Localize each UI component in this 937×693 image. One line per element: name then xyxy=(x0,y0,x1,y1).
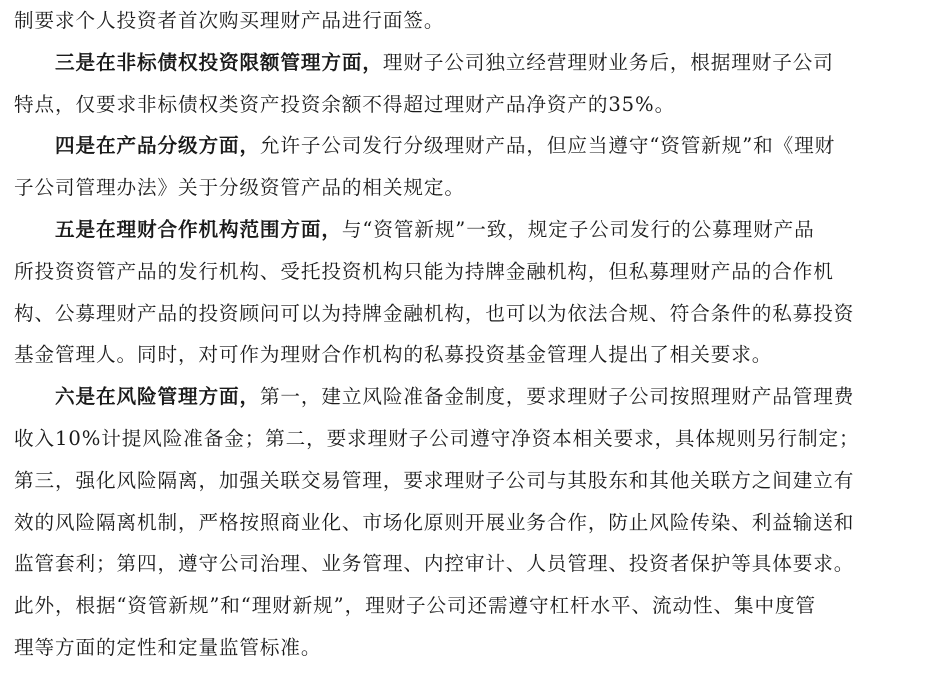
text-line: 第三，强化风险隔离，加强关联交易管理，要求理财子公司与其股东和其他关联方之间建立有 xyxy=(14,468,855,492)
paragraph-heading: 四是在产品分级方面， xyxy=(55,134,260,158)
text-line: 基金管理人。同时，对可作为理财合作机构的私募投资基金管理人提出了相关要求。 xyxy=(14,343,773,367)
paragraph-nonstandard-debt-limit xyxy=(14,42,924,126)
text-line: 效的风险隔离机制，严格按照商业化、市场化原则开展业务合作，防止风险传染、利益输送和 xyxy=(14,510,855,534)
text-line: 此外，根据“资管新规”和“理财新规”，理财子公司还需遵守杠杆水平、流动性、集中度管 xyxy=(14,594,816,618)
text-line: 五是在理财合作机构范围方面，与“资管新规”一致，规定子公司发行的公募理财产品 xyxy=(55,217,815,241)
text-line: 子公司管理办法》关于分级资管产品的相关规定。 xyxy=(14,176,465,200)
paragraph-product-tiering xyxy=(14,125,924,209)
document-body xyxy=(14,0,924,669)
text-line: 构、公募理财产品的投资顾问可以为持牌金融机构，也可以为依法合规、符合条件的私募投资 xyxy=(14,301,855,325)
text-line: 理等方面的定性和定量监管标准。 xyxy=(14,635,322,659)
text-line: 监管套利；第四，遵守公司治理、业务管理、内控审计、人员管理、投资者保护等具体要求。 xyxy=(14,552,855,576)
paragraph-heading: 三是在非标债权投资限额管理方面， xyxy=(55,50,383,74)
paragraph-heading: 五是在理财合作机构范围方面， xyxy=(55,217,342,241)
text-line: 三是在非标债权投资限额管理方面，理财子公司独立经营理财业务后，根据理财子公司 xyxy=(55,50,834,74)
text-line: 所投资资管产品的发行机构、受托投资机构只能为持牌金融机构，但私募理财产品的合作机 xyxy=(14,259,834,283)
paragraph-continuation xyxy=(14,0,924,42)
paragraph-cooperation-institutions xyxy=(14,209,924,376)
text-line: 特点，仅要求非标债权类资产投资余额不得超过理财产品净资产的35%。 xyxy=(14,92,676,116)
text-line: 制要求个人投资者首次购买理财产品进行面签。 xyxy=(14,9,445,32)
text-line: 收入10%计提风险准备金；第二，要求理财子公司遵守净资本相关要求，具体规则另行制定； xyxy=(14,426,860,450)
paragraph-risk-management xyxy=(14,376,924,669)
text-line: 四是在产品分级方面，允许子公司发行分级理财产品，但应当遵守“资管新规”和《理财 xyxy=(55,134,836,158)
paragraph-heading: 六是在风险管理方面， xyxy=(55,385,260,409)
text-line: 六是在风险管理方面，第一，建立风险准备金制度，要求理财子公司按照理财产品管理费 xyxy=(55,385,855,409)
